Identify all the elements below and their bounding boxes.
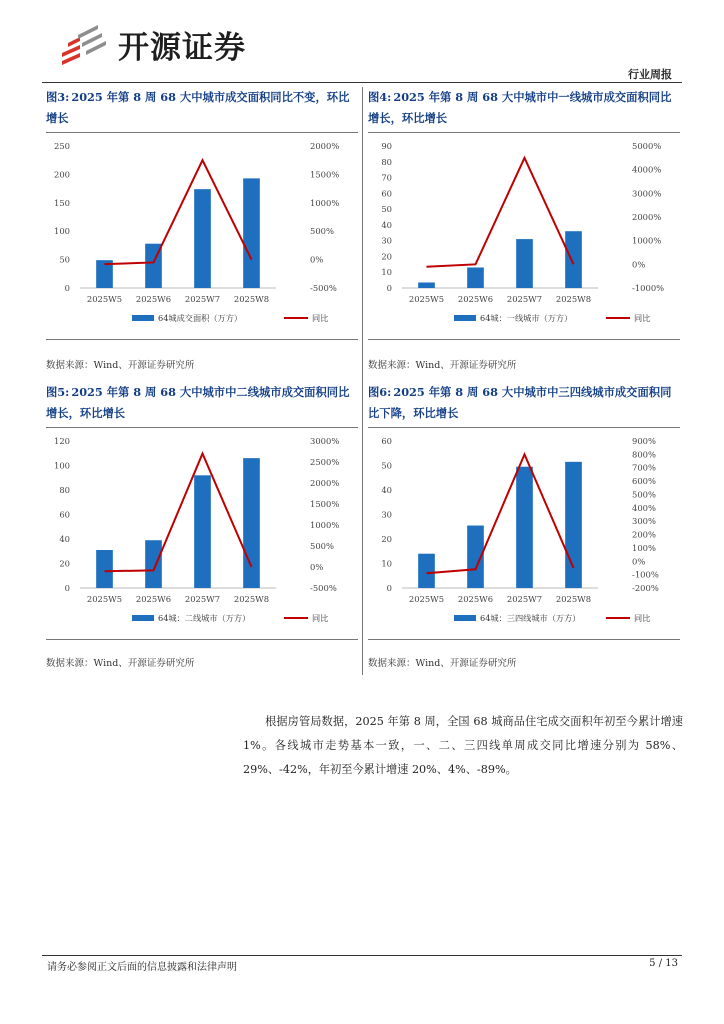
y-right-tick-label: 2000% xyxy=(310,141,340,151)
x-tick-label: 2025W8 xyxy=(233,294,270,304)
x-tick-label: 2025W6 xyxy=(457,594,494,604)
report-type-label: 行业周报 xyxy=(628,68,672,81)
legend-line-label: 同比 xyxy=(634,313,651,323)
data-source: 数据来源：Wind、开源证券研究所 xyxy=(46,360,195,371)
y-right-tick-label: -500% xyxy=(310,283,337,293)
y-left-tick-label: 40 xyxy=(381,219,392,230)
legend-bar-swatch xyxy=(454,315,476,321)
y-right-tick-label: 1000% xyxy=(632,235,662,246)
figure-title xyxy=(46,87,358,129)
y-left-tick-label: 20 xyxy=(381,534,392,544)
y-right-tick-label: 500% xyxy=(632,489,656,500)
figure-3-panel xyxy=(46,87,358,377)
logo-text: 开源证券 xyxy=(118,30,246,66)
y-right-tick-label: 0% xyxy=(310,254,324,265)
bar xyxy=(467,267,484,288)
x-tick-label: 2025W8 xyxy=(555,294,592,304)
x-tick-label: 2025W8 xyxy=(555,594,592,604)
body-paragraph-text: 根据房管局数据，2025 年第 8 周，全国 68 城商品住宅成交面积年初至今累计增速 1%。各线城市走势基本一致，一、二、三四线单周成交同比增速分别为 58%、29%、-42%，年初至今累计增速 20%、4%、-89%。 xyxy=(243,715,683,776)
x-tick-label: 2025W7 xyxy=(184,294,221,304)
y-left-tick-label: 60 xyxy=(381,436,392,446)
y-left-tick-label: 30 xyxy=(381,509,392,520)
figure-4-panel xyxy=(368,87,680,377)
y-left-tick-label: 0 xyxy=(64,283,70,293)
bar xyxy=(96,550,113,588)
header-rule xyxy=(42,82,682,83)
x-tick-label: 2025W7 xyxy=(506,594,543,604)
chart-3-svg xyxy=(46,133,358,339)
y-left-tick-label: 30 xyxy=(381,235,392,246)
legend-bar-label: 64城：三四线城市（万方） xyxy=(480,613,581,623)
figure-6-panel xyxy=(368,382,680,674)
y-right-tick-label: 1000% xyxy=(310,520,340,530)
y-left-tick-label: 80 xyxy=(381,156,392,167)
y-right-tick-label: 3000% xyxy=(310,436,340,446)
y-right-tick-label: 500% xyxy=(310,226,334,237)
y-right-tick-label: -1000% xyxy=(632,283,665,293)
figure-caption: 图3: xyxy=(46,90,70,104)
chart-container xyxy=(46,132,358,340)
y-right-tick-label: 1500% xyxy=(310,169,340,180)
y-right-tick-label: 1000% xyxy=(310,197,340,208)
y-left-tick-label: 10 xyxy=(381,267,392,278)
logo-mark-icon xyxy=(58,23,110,67)
y-left-tick-label: 60 xyxy=(381,188,392,199)
y-left-tick-label: 70 xyxy=(381,172,392,183)
bar xyxy=(418,554,435,588)
figure-caption: 图5: xyxy=(46,385,70,399)
legend-bar-swatch xyxy=(454,615,476,621)
x-tick-label: 2025W8 xyxy=(233,594,270,604)
y-right-tick-label: 200% xyxy=(632,529,656,540)
figure-title-text: 2025 年第 8 周 68 大中城市中二线城市成交面积同比增长，环比增长 xyxy=(46,385,350,420)
y-left-tick-label: 100 xyxy=(54,226,70,237)
y-right-tick-label: 2500% xyxy=(310,457,340,467)
bar xyxy=(243,458,260,588)
y-left-tick-label: 200 xyxy=(54,169,70,180)
figure-title xyxy=(368,87,680,129)
y-right-tick-label: 1500% xyxy=(310,499,340,509)
y-right-tick-label: 600% xyxy=(632,476,656,487)
y-right-tick-label: 2000% xyxy=(310,478,340,488)
bar xyxy=(565,462,582,588)
y-right-tick-label: 4000% xyxy=(632,164,662,175)
bar xyxy=(418,282,435,288)
chart-container xyxy=(368,132,680,340)
yoy-line xyxy=(105,160,252,264)
figure-title-text: 2025 年第 8 周 68 大中城市中一线城市成交面积同比增长，环比增长 xyxy=(368,90,672,125)
legend-line-label: 同比 xyxy=(312,313,329,323)
y-right-tick-label: 500% xyxy=(310,541,334,551)
chart-container xyxy=(368,427,680,640)
body-paragraph xyxy=(243,710,683,782)
company-logo xyxy=(58,22,246,67)
x-tick-label: 2025W7 xyxy=(506,294,543,304)
y-right-tick-label: 2000% xyxy=(632,212,662,222)
x-tick-label: 2025W7 xyxy=(184,594,221,604)
y-left-tick-label: 120 xyxy=(54,436,70,446)
footer-rule xyxy=(42,955,682,956)
y-left-tick-label: 0 xyxy=(386,583,392,593)
y-left-tick-label: 20 xyxy=(59,558,70,569)
y-right-tick-label: 100% xyxy=(632,542,656,553)
bar xyxy=(565,231,582,288)
y-right-tick-label: -200% xyxy=(632,583,659,593)
x-tick-label: 2025W5 xyxy=(86,294,123,304)
footer-disclaimer: 请务必参阅正文后面的信息披露和法律声明 xyxy=(47,962,237,973)
y-right-tick-label: -100% xyxy=(632,569,659,580)
y-right-tick-label: 0% xyxy=(632,556,646,567)
chart-5-svg xyxy=(46,428,358,639)
chart-4-svg xyxy=(368,133,680,339)
y-left-tick-label: 20 xyxy=(381,251,392,262)
page-number: 5 / 13 xyxy=(649,958,678,969)
y-left-tick-label: 60 xyxy=(59,509,70,520)
yoy-line xyxy=(427,158,574,267)
y-left-tick-label: 0 xyxy=(386,283,392,293)
figure-title-text: 2025 年第 8 周 68 大中城市成交面积同比不变，环比增长 xyxy=(46,90,350,125)
x-tick-label: 2025W5 xyxy=(86,594,123,604)
y-right-tick-label: 800% xyxy=(632,449,656,460)
figure-caption: 图4: xyxy=(368,90,392,104)
chart-6-svg xyxy=(368,428,680,639)
x-tick-label: 2025W6 xyxy=(457,294,494,304)
legend-bar-swatch xyxy=(132,315,154,321)
x-tick-label: 2025W6 xyxy=(135,594,172,604)
y-left-tick-label: 80 xyxy=(59,485,70,495)
yoy-line xyxy=(105,454,252,572)
legend-line-label: 同比 xyxy=(634,613,651,623)
y-right-tick-label: 900% xyxy=(632,436,656,446)
data-source: 数据来源：Wind、开源证券研究所 xyxy=(46,658,195,669)
figure-5-panel xyxy=(46,382,358,674)
column-divider xyxy=(362,87,363,675)
bar xyxy=(145,540,162,588)
x-tick-label: 2025W5 xyxy=(408,294,445,304)
y-left-tick-label: 50 xyxy=(381,204,392,215)
y-left-tick-label: 40 xyxy=(381,485,392,495)
y-left-tick-label: 40 xyxy=(59,534,70,544)
legend-bar-label: 64城：二线城市（万方） xyxy=(158,613,251,623)
figure-title xyxy=(46,382,358,424)
x-tick-label: 2025W5 xyxy=(408,594,445,604)
y-right-tick-label: 0% xyxy=(632,259,646,270)
yoy-line xyxy=(427,454,574,573)
bar xyxy=(194,475,211,588)
y-left-tick-label: 250 xyxy=(54,141,70,151)
y-right-tick-label: 5000% xyxy=(632,141,662,151)
figure-caption: 图6: xyxy=(368,385,392,399)
legend-bar-label: 64城成交面积（万方） xyxy=(158,313,243,323)
bar xyxy=(194,189,211,288)
data-source: 数据来源：Wind、开源证券研究所 xyxy=(368,360,517,371)
data-source: 数据来源：Wind、开源证券研究所 xyxy=(368,658,517,669)
y-right-tick-label: 400% xyxy=(632,502,656,513)
figure-title-text: 2025 年第 8 周 68 大中城市中三四线城市成交面积同比下降，环比增长 xyxy=(368,385,672,420)
y-right-tick-label: 0% xyxy=(310,562,324,572)
figure-title xyxy=(368,382,680,424)
y-left-tick-label: 50 xyxy=(59,254,70,265)
legend-bar-label: 64城：一线城市（万方） xyxy=(480,313,573,323)
y-left-tick-label: 90 xyxy=(381,141,392,151)
y-left-tick-label: 100 xyxy=(54,460,70,471)
legend-bar-swatch xyxy=(132,615,154,621)
chart-container xyxy=(46,427,358,640)
y-left-tick-label: 50 xyxy=(381,460,392,471)
x-tick-label: 2025W6 xyxy=(135,294,172,304)
bar xyxy=(516,239,533,288)
y-right-tick-label: 300% xyxy=(632,516,656,527)
y-left-tick-label: 0 xyxy=(64,583,70,593)
y-right-tick-label: 700% xyxy=(632,462,656,473)
legend-line-label: 同比 xyxy=(312,613,329,623)
y-right-tick-label: -500% xyxy=(310,583,337,593)
bar xyxy=(516,467,533,588)
y-left-tick-label: 150 xyxy=(54,197,70,208)
y-left-tick-label: 10 xyxy=(381,558,392,569)
bar xyxy=(243,178,260,288)
y-right-tick-label: 3000% xyxy=(632,188,662,199)
